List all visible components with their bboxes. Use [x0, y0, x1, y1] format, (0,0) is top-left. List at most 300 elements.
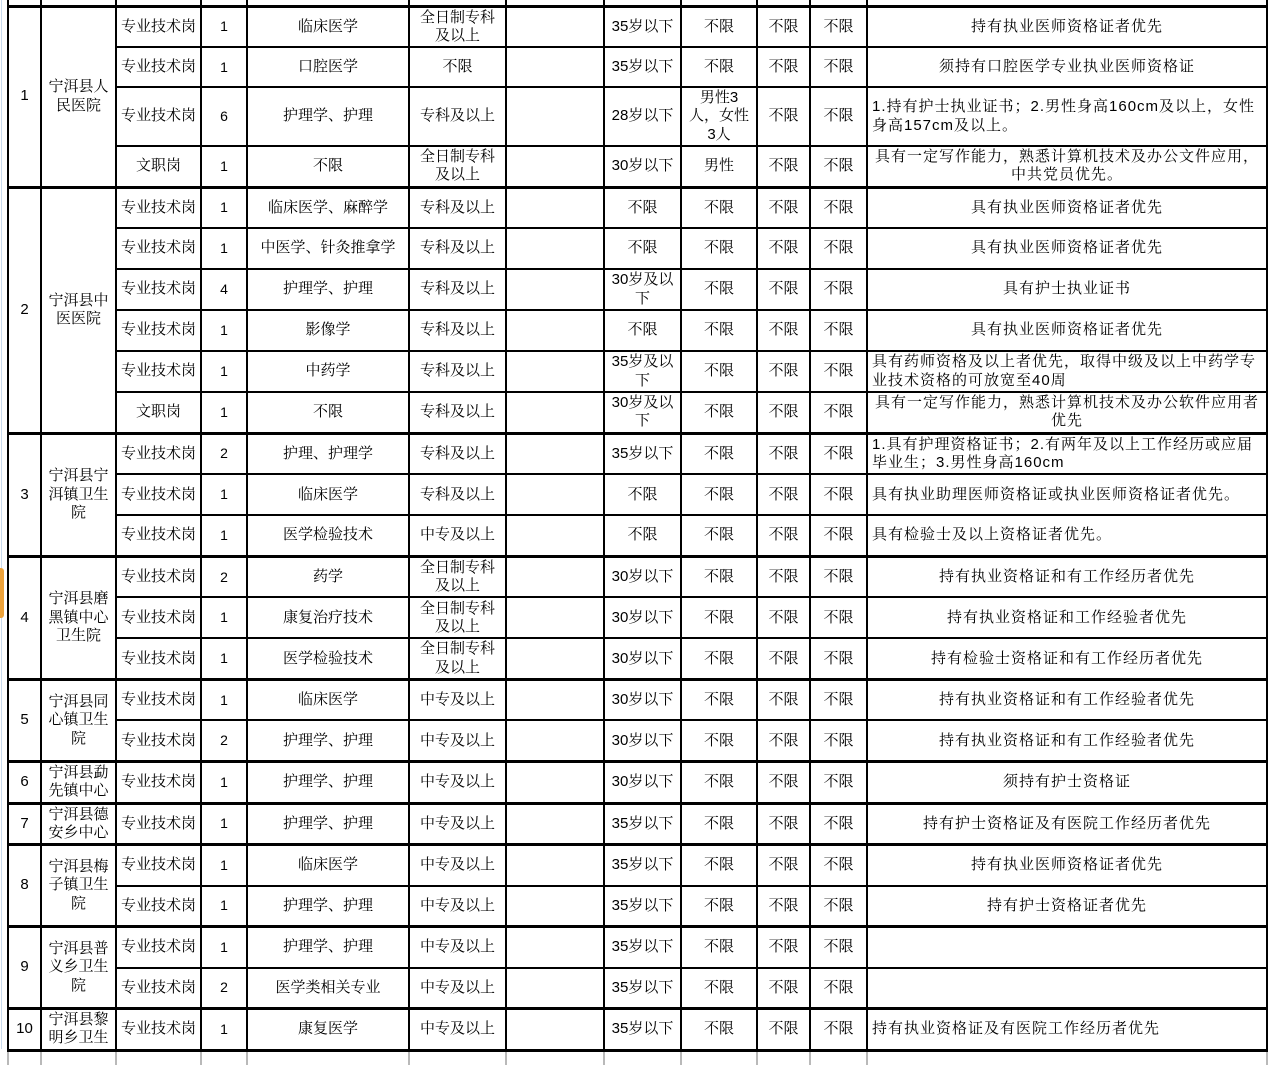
cell-major: 康复医学 [247, 1009, 409, 1051]
cell-limit2: 不限 [810, 638, 867, 679]
cell-count: 1 [201, 187, 247, 228]
cell-spacer [506, 927, 604, 968]
cell-education: 中专及以上 [409, 803, 506, 845]
cell-major: 临床医学 [247, 6, 409, 47]
cell-spacer [506, 146, 604, 187]
cell-limit1: 不限 [757, 597, 810, 638]
cell-unit: 宁洱县黎明乡卫生 [41, 1009, 116, 1051]
cell-age: 不限 [604, 474, 681, 515]
cell-gender: 不限 [681, 597, 757, 638]
cell-count: 1 [201, 638, 247, 679]
cell-spacer [506, 597, 604, 638]
cell-limit1: 不限 [757, 146, 810, 187]
cell-education: 中专及以上 [409, 515, 506, 556]
cell-limit1: 不限 [757, 720, 810, 761]
cell-spacer [506, 679, 604, 720]
cell-spacer [506, 392, 604, 433]
cell-gender: 男性3人，女性3人 [681, 87, 757, 146]
cell-limit1: 不限 [757, 968, 810, 1009]
cell-index: 5 [8, 679, 41, 761]
cell-age: 不限 [604, 515, 681, 556]
cell-limit2: 不限 [810, 556, 867, 597]
cell-unit: 宁洱县梅子镇卫生院 [41, 845, 116, 927]
grid-cell [506, 1050, 604, 1065]
table-row [8, 515, 1267, 556]
cell-index: 2 [8, 187, 41, 433]
cell-count: 1 [201, 845, 247, 886]
table-row [8, 146, 1267, 187]
cell-count: 2 [201, 720, 247, 761]
cell-education: 中专及以上 [409, 845, 506, 886]
cell-spacer [506, 845, 604, 886]
cell-limit2: 不限 [810, 87, 867, 146]
grid-cell [681, 1050, 757, 1065]
cell-education: 中专及以上 [409, 886, 506, 927]
cell-remark: 具有执业助理医师资格证或执业医师资格证者优先。 [867, 474, 1267, 515]
cell-limit1: 不限 [757, 927, 810, 968]
cell-limit2: 不限 [810, 597, 867, 638]
cell-gender: 男性 [681, 146, 757, 187]
cell-limit1: 不限 [757, 1009, 810, 1051]
cell-index: 8 [8, 845, 41, 927]
cell-spacer [506, 968, 604, 1009]
cell-education: 专科及以上 [409, 187, 506, 228]
cell-post-type: 专业技术岗 [116, 6, 201, 47]
grid-cell [810, 1050, 867, 1065]
cell-age: 35岁以下 [604, 6, 681, 47]
cell-major: 护理学、护理 [247, 87, 409, 146]
cell-spacer [506, 269, 604, 310]
cell-post-type: 专业技术岗 [116, 228, 201, 269]
table-row [8, 679, 1267, 720]
cell-gender: 不限 [681, 927, 757, 968]
cell-limit1: 不限 [757, 474, 810, 515]
cell-limit1: 不限 [757, 515, 810, 556]
cell-age: 30岁以下 [604, 556, 681, 597]
cell-gender: 不限 [681, 351, 757, 392]
cell-post-type: 专业技术岗 [116, 310, 201, 351]
cell-count: 1 [201, 679, 247, 720]
cell-education: 不限 [409, 47, 506, 87]
cell-post-type: 专业技术岗 [116, 761, 201, 803]
cell-major: 中医学、针灸推拿学 [247, 228, 409, 269]
cell-spacer [506, 720, 604, 761]
cell-remark: 具有执业医师资格证者优先 [867, 228, 1267, 269]
grid-cell [247, 1050, 409, 1065]
cell-major: 医学检验技术 [247, 638, 409, 679]
cell-count: 1 [201, 1009, 247, 1051]
cell-education: 专科及以上 [409, 474, 506, 515]
cell-gender: 不限 [681, 228, 757, 269]
table-row [8, 761, 1267, 803]
cell-limit2: 不限 [810, 310, 867, 351]
cell-education: 专科及以上 [409, 87, 506, 146]
cell-limit1: 不限 [757, 87, 810, 146]
cell-major: 医学类相关专业 [247, 968, 409, 1009]
cell-post-type: 专业技术岗 [116, 474, 201, 515]
cell-unit: 宁洱县宁洱镇卫生院 [41, 433, 116, 556]
grid-cell [8, 1050, 41, 1065]
cell-age: 不限 [604, 187, 681, 228]
cell-remark: 须持有口腔医学专业执业医师资格证 [867, 47, 1267, 87]
cell-gender: 不限 [681, 803, 757, 845]
cell-education: 中专及以上 [409, 679, 506, 720]
cell-post-type: 专业技术岗 [116, 433, 201, 474]
cell-count: 1 [201, 886, 247, 927]
cell-remark: 持有执业医师资格证者优先 [867, 6, 1267, 47]
cell-age: 不限 [604, 310, 681, 351]
cell-remark [867, 968, 1267, 1009]
cell-limit1: 不限 [757, 679, 810, 720]
cell-age: 28岁以下 [604, 87, 681, 146]
cell-index: 7 [8, 803, 41, 845]
cell-count: 2 [201, 433, 247, 474]
cell-major: 护理学、护理 [247, 269, 409, 310]
cell-post-type: 专业技术岗 [116, 638, 201, 679]
cell-spacer [506, 187, 604, 228]
cell-unit: 宁洱县中医医院 [41, 187, 116, 433]
cell-age: 35岁以下 [604, 433, 681, 474]
cell-remark: 持有执业资格证和工作经验者优先 [867, 597, 1267, 638]
table-row [8, 597, 1267, 638]
cell-count: 1 [201, 351, 247, 392]
cell-gender: 不限 [681, 845, 757, 886]
cell-limit1: 不限 [757, 187, 810, 228]
table-row [8, 269, 1267, 310]
cell-spacer [506, 6, 604, 47]
cell-gender: 不限 [681, 392, 757, 433]
cell-count: 6 [201, 87, 247, 146]
table-row [8, 187, 1267, 228]
cell-major: 影像学 [247, 310, 409, 351]
table-row [8, 845, 1267, 886]
grid-cell [41, 1050, 116, 1065]
cell-remark: 持有执业医师资格证者优先 [867, 845, 1267, 886]
cell-index: 10 [8, 1009, 41, 1051]
cell-post-type: 专业技术岗 [116, 187, 201, 228]
cut-off-bottom-row [8, 1050, 1267, 1065]
cell-spacer [506, 310, 604, 351]
cell-major: 护理学、护理 [247, 803, 409, 845]
cell-limit1: 不限 [757, 845, 810, 886]
cell-gender: 不限 [681, 47, 757, 87]
table-row [8, 87, 1267, 146]
cell-spacer [506, 515, 604, 556]
cell-major: 康复治疗技术 [247, 597, 409, 638]
cell-spacer [506, 47, 604, 87]
cell-count: 1 [201, 6, 247, 47]
recruitment-table [7, 0, 1268, 1065]
cell-spacer [506, 886, 604, 927]
cell-major: 临床医学、麻醉学 [247, 187, 409, 228]
cell-unit: 宁洱县同心镇卫生院 [41, 679, 116, 761]
table-row [8, 228, 1267, 269]
cell-post-type: 专业技术岗 [116, 47, 201, 87]
cell-remark: 持有护士资格证及有医院工作经历者优先 [867, 803, 1267, 845]
cell-limit2: 不限 [810, 761, 867, 803]
cell-post-type: 专业技术岗 [116, 515, 201, 556]
cell-gender: 不限 [681, 310, 757, 351]
cell-limit1: 不限 [757, 638, 810, 679]
cell-spacer [506, 351, 604, 392]
cell-gender: 不限 [681, 6, 757, 47]
cell-index: 6 [8, 761, 41, 803]
cell-count: 1 [201, 310, 247, 351]
grid-cell [757, 1050, 810, 1065]
cell-education: 中专及以上 [409, 968, 506, 1009]
cell-remark: 具有检验士及以上资格证者优先。 [867, 515, 1267, 556]
cell-post-type: 专业技术岗 [116, 886, 201, 927]
cell-remark: 1.具有护理资格证书；2.有两年及以上工作经历或应届毕业生；3.男性身高160cm [867, 433, 1267, 474]
grid-cell [604, 1050, 681, 1065]
cell-post-type: 专业技术岗 [116, 1009, 201, 1051]
cell-education: 专科及以上 [409, 228, 506, 269]
cell-limit2: 不限 [810, 515, 867, 556]
cell-spacer [506, 1009, 604, 1051]
cell-education: 专科及以上 [409, 269, 506, 310]
cell-index: 3 [8, 433, 41, 556]
cell-limit2: 不限 [810, 927, 867, 968]
cell-remark: 具有护士执业证书 [867, 269, 1267, 310]
cell-remark: 持有执业资格证和有工作经历者优先 [867, 556, 1267, 597]
table-row [8, 968, 1267, 1009]
table-row [8, 351, 1267, 392]
grid-cell [116, 1050, 201, 1065]
cell-limit2: 不限 [810, 845, 867, 886]
cell-limit1: 不限 [757, 47, 810, 87]
cell-limit1: 不限 [757, 351, 810, 392]
cell-age: 不限 [604, 228, 681, 269]
cell-index: 9 [8, 927, 41, 1009]
table-row [8, 392, 1267, 433]
cell-limit2: 不限 [810, 228, 867, 269]
cell-age: 35岁以下 [604, 803, 681, 845]
cell-count: 1 [201, 228, 247, 269]
table-row [8, 927, 1267, 968]
cell-age: 35岁及以下 [604, 351, 681, 392]
cell-major: 不限 [247, 146, 409, 187]
cell-education: 专科及以上 [409, 310, 506, 351]
cell-limit2: 不限 [810, 146, 867, 187]
cell-limit2: 不限 [810, 269, 867, 310]
cell-gender: 不限 [681, 433, 757, 474]
cell-limit1: 不限 [757, 433, 810, 474]
cell-major: 护理学、护理 [247, 886, 409, 927]
cell-age: 30岁及以下 [604, 392, 681, 433]
cell-spacer [506, 87, 604, 146]
cell-major: 临床医学 [247, 474, 409, 515]
cell-education: 中专及以上 [409, 761, 506, 803]
table-body [8, 0, 1267, 1065]
cell-count: 2 [201, 556, 247, 597]
cell-spacer [506, 556, 604, 597]
cell-age: 30岁以下 [604, 638, 681, 679]
cell-count: 1 [201, 761, 247, 803]
cell-post-type: 文职岗 [116, 392, 201, 433]
cell-age: 35岁以下 [604, 845, 681, 886]
cell-limit1: 不限 [757, 228, 810, 269]
cell-count: 4 [201, 269, 247, 310]
cell-gender: 不限 [681, 968, 757, 1009]
cell-education: 专科及以上 [409, 351, 506, 392]
cell-education: 专科及以上 [409, 433, 506, 474]
cell-post-type: 专业技术岗 [116, 597, 201, 638]
cell-education: 全日制专科及以上 [409, 6, 506, 47]
cell-age: 30岁以下 [604, 679, 681, 720]
cell-education: 全日制专科及以上 [409, 556, 506, 597]
cell-limit2: 不限 [810, 6, 867, 47]
cell-spacer [506, 803, 604, 845]
cell-age: 35岁以下 [604, 1009, 681, 1051]
cell-spacer [506, 228, 604, 269]
cell-limit2: 不限 [810, 433, 867, 474]
cell-remark: 持有执业资格证和有工作经验者优先 [867, 720, 1267, 761]
cell-remark: 持有执业资格证及有医院工作经历者优先 [867, 1009, 1267, 1051]
cell-limit1: 不限 [757, 761, 810, 803]
table-row [8, 803, 1267, 845]
cell-count: 1 [201, 597, 247, 638]
cell-limit2: 不限 [810, 187, 867, 228]
cell-spacer [506, 433, 604, 474]
cell-limit2: 不限 [810, 803, 867, 845]
cell-count: 1 [201, 474, 247, 515]
cell-limit1: 不限 [757, 392, 810, 433]
cell-limit1: 不限 [757, 886, 810, 927]
cell-age: 30岁以下 [604, 761, 681, 803]
cell-remark: 具有药师资格及以上者优先，取得中级及以上中药学专业技术资格的可放宽至40周 [867, 351, 1267, 392]
cell-spacer [506, 474, 604, 515]
cell-count: 1 [201, 927, 247, 968]
table-row [8, 886, 1267, 927]
table-row [8, 47, 1267, 87]
cell-unit: 宁洱县磨黑镇中心卫生院 [41, 556, 116, 679]
cell-limit2: 不限 [810, 474, 867, 515]
table-row [8, 1009, 1267, 1051]
cell-post-type: 专业技术岗 [116, 845, 201, 886]
cell-limit1: 不限 [757, 269, 810, 310]
cell-gender: 不限 [681, 556, 757, 597]
cell-limit2: 不限 [810, 351, 867, 392]
cell-major: 临床医学 [247, 679, 409, 720]
cell-education: 全日制专科及以上 [409, 597, 506, 638]
cell-age: 30岁以下 [604, 146, 681, 187]
cell-major: 医学检验技术 [247, 515, 409, 556]
cell-major: 临床医学 [247, 845, 409, 886]
table-row [8, 720, 1267, 761]
cell-limit1: 不限 [757, 803, 810, 845]
grid-cell [867, 1050, 1267, 1065]
cell-limit2: 不限 [810, 886, 867, 927]
cell-remark: 持有检验士资格证和有工作经历者优先 [867, 638, 1267, 679]
cell-limit2: 不限 [810, 47, 867, 87]
table-row [8, 6, 1267, 47]
cell-limit2: 不限 [810, 968, 867, 1009]
cell-post-type: 专业技术岗 [116, 87, 201, 146]
cell-gender: 不限 [681, 269, 757, 310]
grid-cell [409, 1050, 506, 1065]
cell-post-type: 专业技术岗 [116, 720, 201, 761]
cell-limit1: 不限 [757, 556, 810, 597]
cell-index: 1 [8, 6, 41, 187]
cell-unit: 宁洱县人民医院 [41, 6, 116, 187]
cell-remark: 具有执业医师资格证者优先 [867, 187, 1267, 228]
table-row [8, 556, 1267, 597]
cell-major: 不限 [247, 392, 409, 433]
cell-post-type: 专业技术岗 [116, 968, 201, 1009]
cell-remark: 1.持有护士执业证书；2.男性身高160cm及以上，女性身高157cm及以上。 [867, 87, 1267, 146]
cell-remark: 具有一定写作能力，熟悉计算机技术及办公软件应用者优先 [867, 392, 1267, 433]
cell-count: 1 [201, 392, 247, 433]
cell-education: 中专及以上 [409, 720, 506, 761]
cell-major: 护理、护理学 [247, 433, 409, 474]
cell-education: 中专及以上 [409, 1009, 506, 1051]
cell-age: 30岁以下 [604, 720, 681, 761]
cell-post-type: 专业技术岗 [116, 269, 201, 310]
cell-major: 药学 [247, 556, 409, 597]
cell-remark: 持有执业资格证和有工作经验者优先 [867, 679, 1267, 720]
cell-age: 30岁以下 [604, 597, 681, 638]
cell-age: 35岁以下 [604, 927, 681, 968]
cell-remark: 持有护士资格证者优先 [867, 886, 1267, 927]
cell-limit2: 不限 [810, 1009, 867, 1051]
cell-unit: 宁洱县普义乡卫生院 [41, 927, 116, 1009]
cell-remark: 具有一定写作能力，熟悉计算机技术及办公文件应用，中共党员优先。 [867, 146, 1267, 187]
cell-gender: 不限 [681, 638, 757, 679]
cell-count: 1 [201, 515, 247, 556]
cell-age: 35岁以下 [604, 968, 681, 1009]
cell-education: 中专及以上 [409, 927, 506, 968]
cell-unit: 宁洱县勐先镇中心 [41, 761, 116, 803]
cell-remark [867, 927, 1267, 968]
cell-count: 1 [201, 146, 247, 187]
cell-limit2: 不限 [810, 720, 867, 761]
cell-index: 4 [8, 556, 41, 679]
cell-spacer [506, 761, 604, 803]
cell-post-type: 专业技术岗 [116, 927, 201, 968]
table-row [8, 310, 1267, 351]
cell-major: 护理学、护理 [247, 927, 409, 968]
cell-gender: 不限 [681, 679, 757, 720]
cell-major: 护理学、护理 [247, 720, 409, 761]
grid-cell [201, 1050, 247, 1065]
cell-education: 全日制专科及以上 [409, 146, 506, 187]
cell-education: 专科及以上 [409, 392, 506, 433]
cell-major: 口腔医学 [247, 47, 409, 87]
cell-gender: 不限 [681, 720, 757, 761]
left-edge-line [1, 0, 2, 1049]
cell-limit1: 不限 [757, 310, 810, 351]
cell-age: 35岁以下 [604, 886, 681, 927]
scroll-position-marker [0, 568, 4, 618]
cell-age: 35岁以下 [604, 47, 681, 87]
cell-gender: 不限 [681, 515, 757, 556]
cell-count: 1 [201, 47, 247, 87]
cell-gender: 不限 [681, 886, 757, 927]
cell-gender: 不限 [681, 1009, 757, 1051]
cell-gender: 不限 [681, 187, 757, 228]
cell-post-type: 专业技术岗 [116, 351, 201, 392]
cell-unit: 宁洱县德安乡中心 [41, 803, 116, 845]
cell-limit1: 不限 [757, 6, 810, 47]
cell-gender: 不限 [681, 474, 757, 515]
cell-gender: 不限 [681, 761, 757, 803]
cell-post-type: 专业技术岗 [116, 556, 201, 597]
cell-spacer [506, 638, 604, 679]
cell-limit2: 不限 [810, 679, 867, 720]
cell-limit2: 不限 [810, 392, 867, 433]
cell-major: 中药学 [247, 351, 409, 392]
table-row [8, 474, 1267, 515]
